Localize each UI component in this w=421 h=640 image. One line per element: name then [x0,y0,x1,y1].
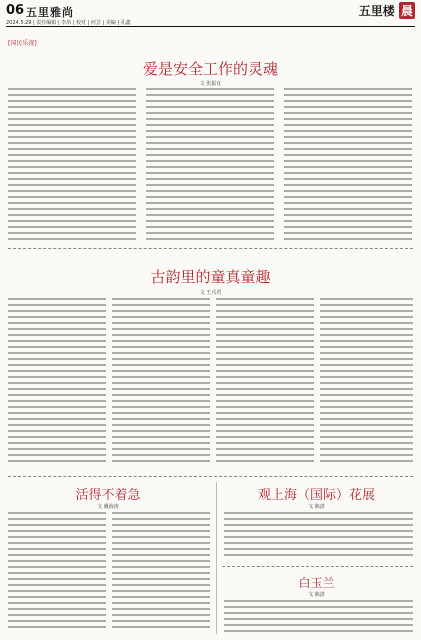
header-rule [6,26,415,27]
article-1-column-1 [8,88,136,240]
article-byline-5: 文 陈湛 [308,592,325,598]
article-title-4: 观上海（国际）花展 [257,488,375,503]
page-number: 06 [6,3,25,18]
article-3-column-1 [8,512,106,632]
article-byline-4: 文 陈湛 [308,504,325,510]
article-2-column-1 [8,298,106,466]
page-header [0,0,421,26]
article-title-3: 活得不着急 [75,488,141,503]
section-divider-1 [8,248,413,249]
article-byline-2: 文 王兴君 [199,290,222,296]
article-byline-3: 文 戴海涛 [97,504,119,510]
section-divider-2 [8,476,413,477]
article-1-column-2 [146,88,274,240]
section-title: 五里雅尚 [26,6,74,19]
article-title-2: 古韵里的童真童趣 [150,268,271,286]
article-title-1: 爱是安全工作的灵魂 [142,60,278,78]
column-separator [216,482,217,634]
article-4-body [224,512,413,560]
masthead-right-title: 五里楼 [358,4,395,18]
article-2-column-4 [320,298,413,466]
article-2-column-3 [216,298,314,466]
article-3-column-2 [112,512,210,632]
section-divider-3 [222,566,413,567]
date-line: 2024.5.29 | 责任编辑 | 李冶 | 校对 | 何芸 | 美编 | 孔鑫 [6,20,131,26]
masthead-right [359,2,415,19]
article-1-column-3 [284,88,412,240]
masthead-badge: 晨 [400,4,413,18]
article-5-body [224,600,413,632]
article-title-5: 白玉兰 [298,576,335,590]
article-byline-1: 文 张振宜 [199,81,222,87]
column-tag: [国民乐视] [8,40,37,47]
article-2-column-2 [112,298,210,466]
